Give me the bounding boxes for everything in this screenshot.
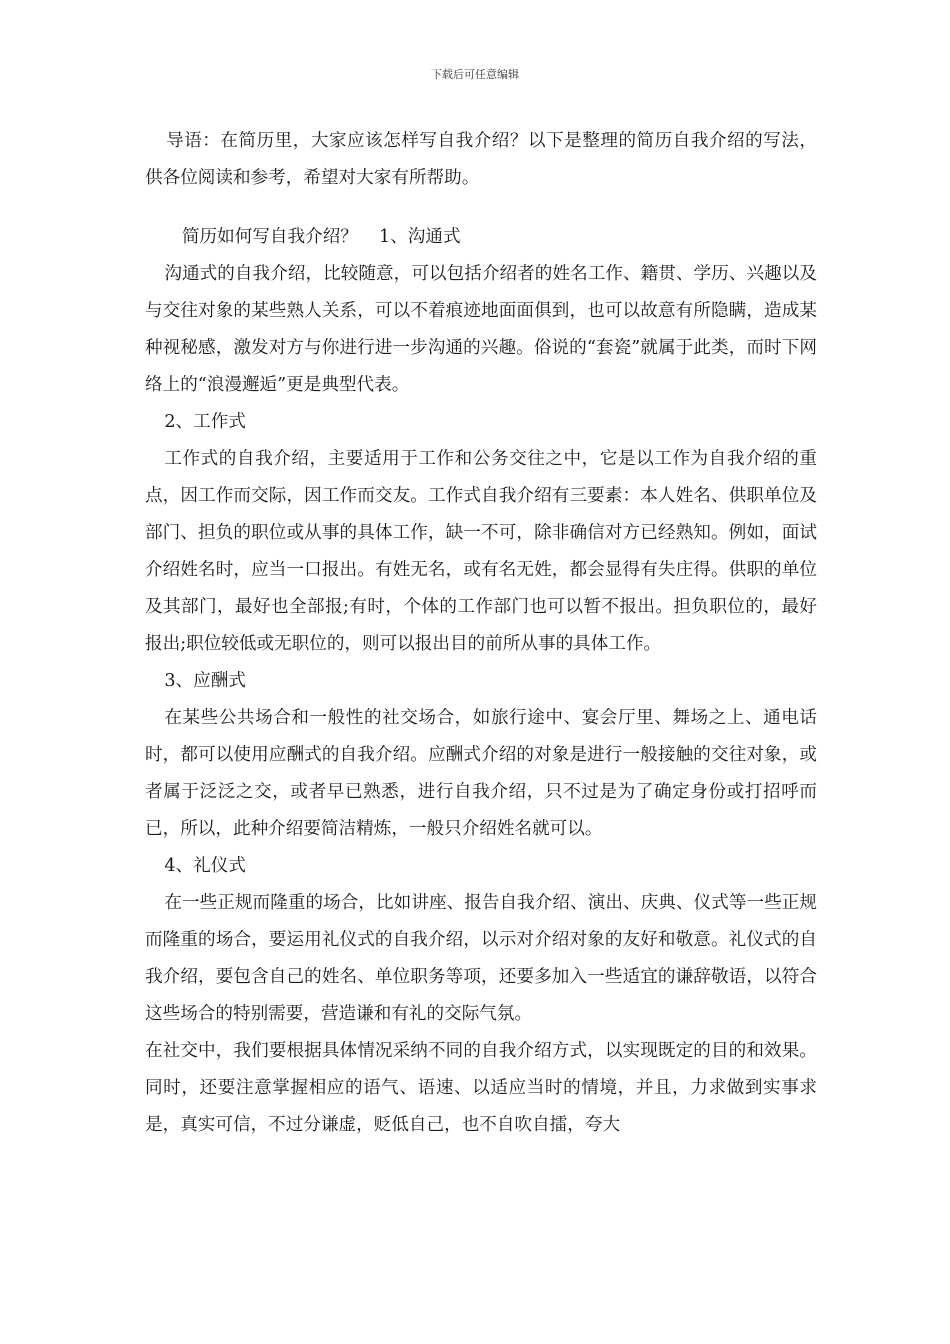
section-heading-2: 2、工作式	[164, 412, 246, 432]
section-body-2: 工作式的自我介绍，主要适用于工作和公务交往之中，它是以工作为自我介绍的重点，因工作而交际，因工作而交友。工作式自我介绍有三要素：本人姓名、供职单位及部门、担负的职位或从事的具体工作，缺一不可，除非确信对方已经熟知。例如，面试介绍姓名时，应当一口报出。有姓无名，或有名无姓，都会显得有失庄得。供职的单位及其部门，最好也全部报;有时，个体的工作部门也可以暂不报出。担负职位的，最好报出;职位较低或无职位的，则可以报出目的前所从事的具体工作。	[145, 449, 817, 654]
paragraph-gap	[145, 197, 817, 219]
section-heading-3: 3、应酬式	[164, 671, 246, 691]
document-title: 简历如何写自我介绍？	[181, 227, 358, 247]
section-heading-4: 4、礼仪式	[164, 856, 246, 876]
section-body-3: 在某些公共场合和一般性的社交场合，如旅行途中、宴会厅里、舞场之上、通电话时，都可以使用应酬式的自我介绍。应酬式介绍的对象是进行一般接触的交往对象，或者属于泛泛之交，或者早已熟悉，进行自我介绍，只不过是为了确定身份或打招呼而已，所以，此种介绍要简洁精炼，一般只介绍姓名就可以。	[145, 708, 817, 839]
intro-paragraph: 导语：在简历里，大家应该怎样写自我介绍？以下是整理的简历自我介绍的写法，供各位阅读和参考，希望对大家有所帮助。	[145, 131, 817, 188]
section-body-4: 在一些正规而隆重的场合，比如讲座、报告自我介绍、演出、庆典、仪式等一些正规而隆重的场合，要运用礼仪式的自我介绍，以示对介绍对象的友好和敬意。礼仪式的自我介绍，要包含自己的姓名、单位职务等项，还要多加入一些适宜的谦辞敬语，以符合这些场合的特别需要，营造谦和有礼的交际气氛。	[145, 893, 817, 1024]
closing-paragraph: 在社交中，我们要根据具体情况采纳不同的自我介绍方式，以实现既定的目的和效果。同时，还要注意掌握相应的语气、语速、以适应当时的情境，并且，力求做到实事求是，真实可信，不过分谦虚，贬低自己，也不自吹自擂，夸大	[145, 1041, 817, 1135]
section-heading-1: 1、沟通式	[379, 227, 461, 247]
document-body	[145, 123, 817, 1144]
page-header: 下载后可任意编辑	[431, 68, 519, 81]
title-line	[145, 219, 817, 256]
section-body-1: 沟通式的自我介绍，比较随意，可以包括介绍者的姓名工作、籍贯、学历、兴趣以及与交往对象的某些熟人关系，可以不着痕迹地面面俱到，也可以故意有所隐瞒，造成某种视秘感，激发对方与你进行进一步沟通的兴趣。俗说的“套瓷”就属于此类，而时下网络上的“浪漫邂逅”更是典型代表。	[145, 264, 817, 395]
